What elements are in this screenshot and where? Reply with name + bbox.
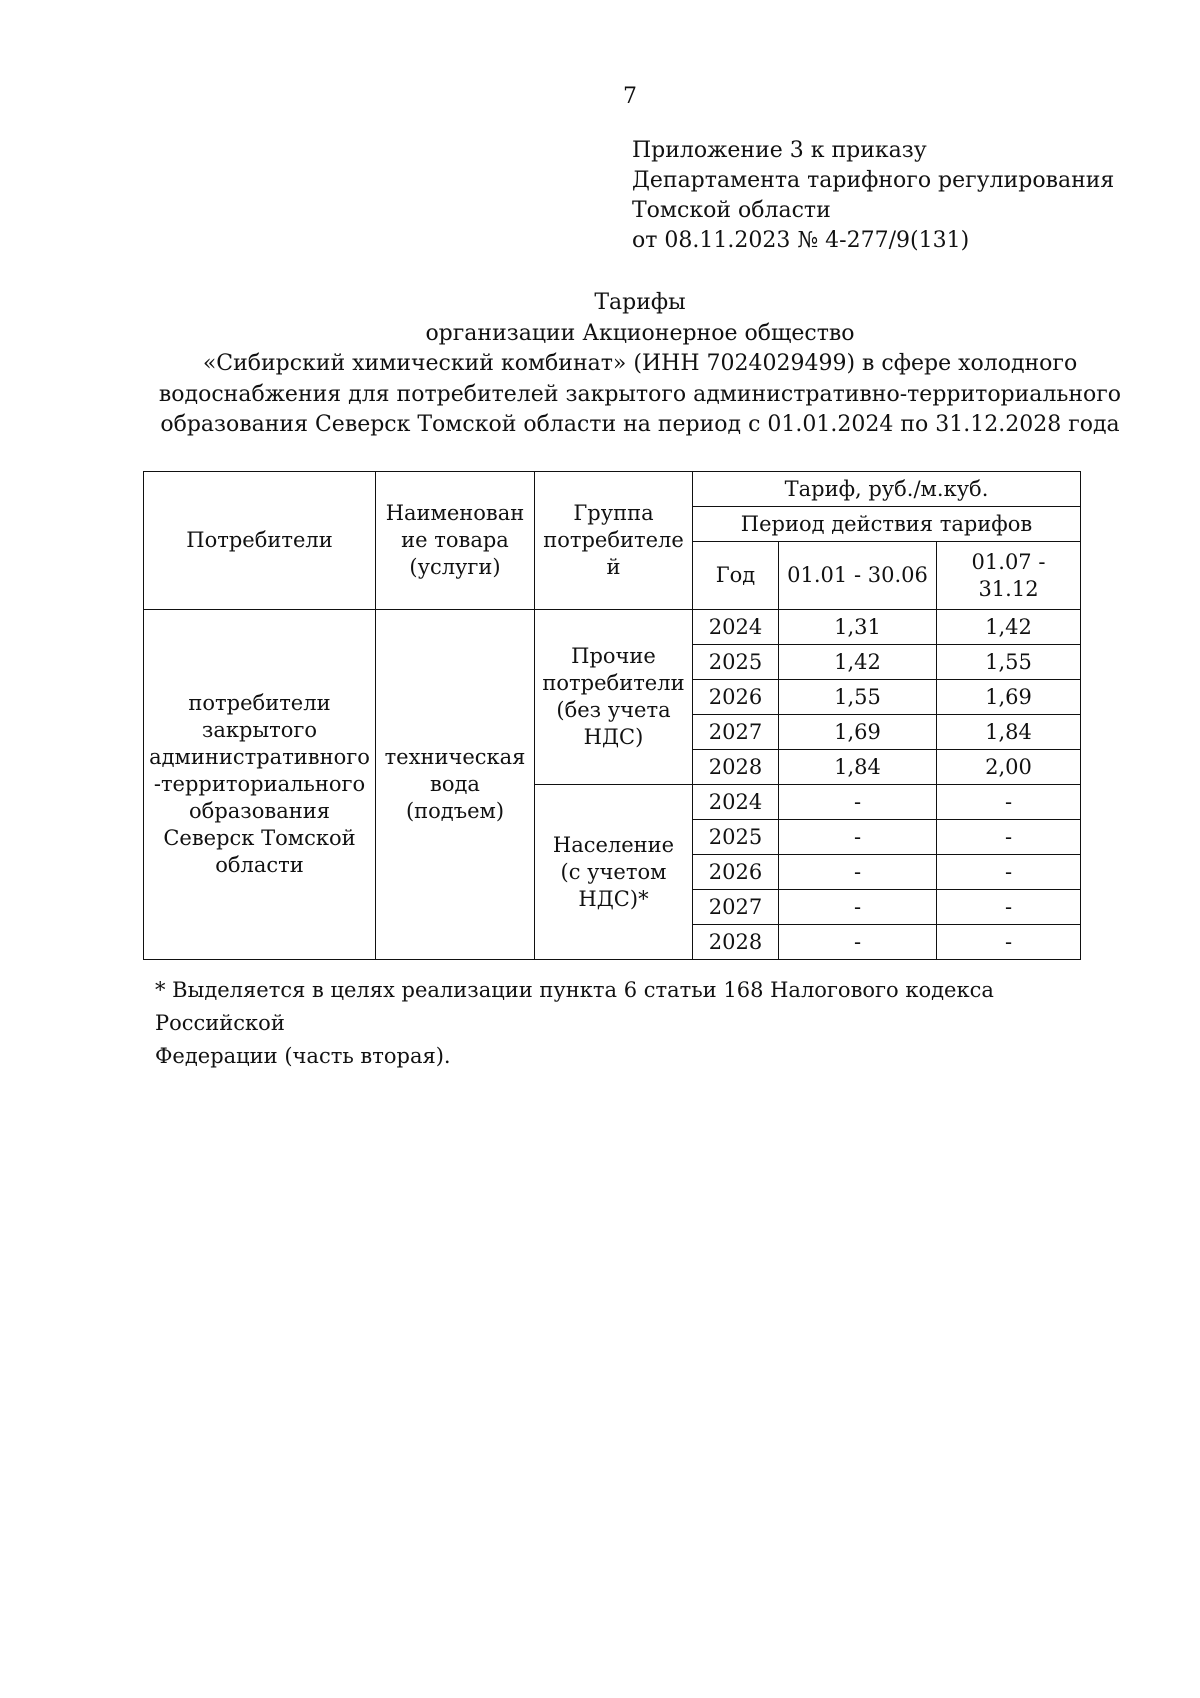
tariff-h1-cell: - <box>779 820 937 855</box>
title-line: образования Северск Томской области на период с 01.01.2024 по 31.12.2028 года <box>160 412 1120 437</box>
year-cell: 2024 <box>693 785 779 820</box>
year-cell: 2028 <box>693 750 779 785</box>
year-cell: 2025 <box>693 820 779 855</box>
tariff-h2-cell: - <box>937 785 1081 820</box>
appendix-block <box>632 136 1114 256</box>
footnote-line: Федерации (часть вторая). <box>155 1044 451 1068</box>
header-year: Год <box>693 542 779 610</box>
header-group: Группа потребителе й <box>535 472 693 610</box>
year-cell: 2026 <box>693 855 779 890</box>
tariff-h2-cell: - <box>937 925 1081 960</box>
tariff-table <box>143 471 1081 960</box>
year-cell: 2026 <box>693 680 779 715</box>
appendix-line: Томской области <box>632 198 831 223</box>
year-cell: 2027 <box>693 715 779 750</box>
page-number: 7 <box>623 84 637 109</box>
tariff-h1-cell: 1,69 <box>779 715 937 750</box>
header-consumers: Потребители <box>144 472 376 610</box>
tariff-h1-cell: - <box>779 890 937 925</box>
title-line: организации Акционерное общество <box>425 320 855 346</box>
year-cell: 2028 <box>693 925 779 960</box>
group-population-cell: Население (с учетом НДС)* <box>535 785 693 960</box>
title-line: водоснабжения для потребителей закрытого административно-территориального <box>158 381 1122 407</box>
footnote <box>155 974 1095 1073</box>
footnote-line: * Выделяется в целях реализации пункта 6 статьи 168 Налогового кодекса Российской <box>155 978 994 1035</box>
tariff-h1-cell: 1,84 <box>779 750 937 785</box>
tariff-h1-cell: 1,31 <box>779 610 937 645</box>
tariff-h1-cell: 1,42 <box>779 645 937 680</box>
tariff-h2-cell: 1,55 <box>937 645 1081 680</box>
appendix-line: Департамента тарифного регулирования <box>632 168 1115 193</box>
appendix-line: Приложение 3 к приказу <box>632 138 927 163</box>
tariff-h2-cell: 1,42 <box>937 610 1081 645</box>
year-cell: 2025 <box>693 645 779 680</box>
tariff-h1-cell: - <box>779 925 937 960</box>
tariff-h2-cell: - <box>937 820 1081 855</box>
tariff-h2-cell: - <box>937 855 1081 890</box>
tariff-h1-cell: - <box>779 855 937 890</box>
product-cell: техническая вода (подъем) <box>376 610 535 960</box>
tariff-h2-cell: 1,69 <box>937 680 1081 715</box>
header-product: Наименован ие товара (услуги) <box>376 472 535 610</box>
title-line: «Сибирский химический комбинат» (ИНН 7024029499) в сфере холодного <box>202 351 1078 376</box>
header-half2: 01.07 - 31.12 <box>937 542 1081 610</box>
tariff-h2-cell: 2,00 <box>937 750 1081 785</box>
tariff-h2-cell: 1,84 <box>937 715 1081 750</box>
consumer-cell: потребители закрытого административного -территориального образования Северск Томской области <box>144 610 376 960</box>
group-other-cell: Прочие потребители (без учета НДС) <box>535 610 693 785</box>
tariff-h1-cell: 1,55 <box>779 680 937 715</box>
year-cell: 2027 <box>693 890 779 925</box>
tariff-h2-cell: - <box>937 890 1081 925</box>
header-half1: 01.01 - 30.06 <box>779 542 937 610</box>
header-period: Период действия тарифов <box>693 507 1081 542</box>
year-cell: 2024 <box>693 610 779 645</box>
title-line: Тарифы <box>594 290 686 315</box>
appendix-line: от 08.11.2023 № 4-277/9(131) <box>632 228 970 253</box>
tariff-h1-cell: - <box>779 785 937 820</box>
document-title <box>140 288 1140 441</box>
header-tariff: Тариф, руб./м.куб. <box>693 472 1081 507</box>
